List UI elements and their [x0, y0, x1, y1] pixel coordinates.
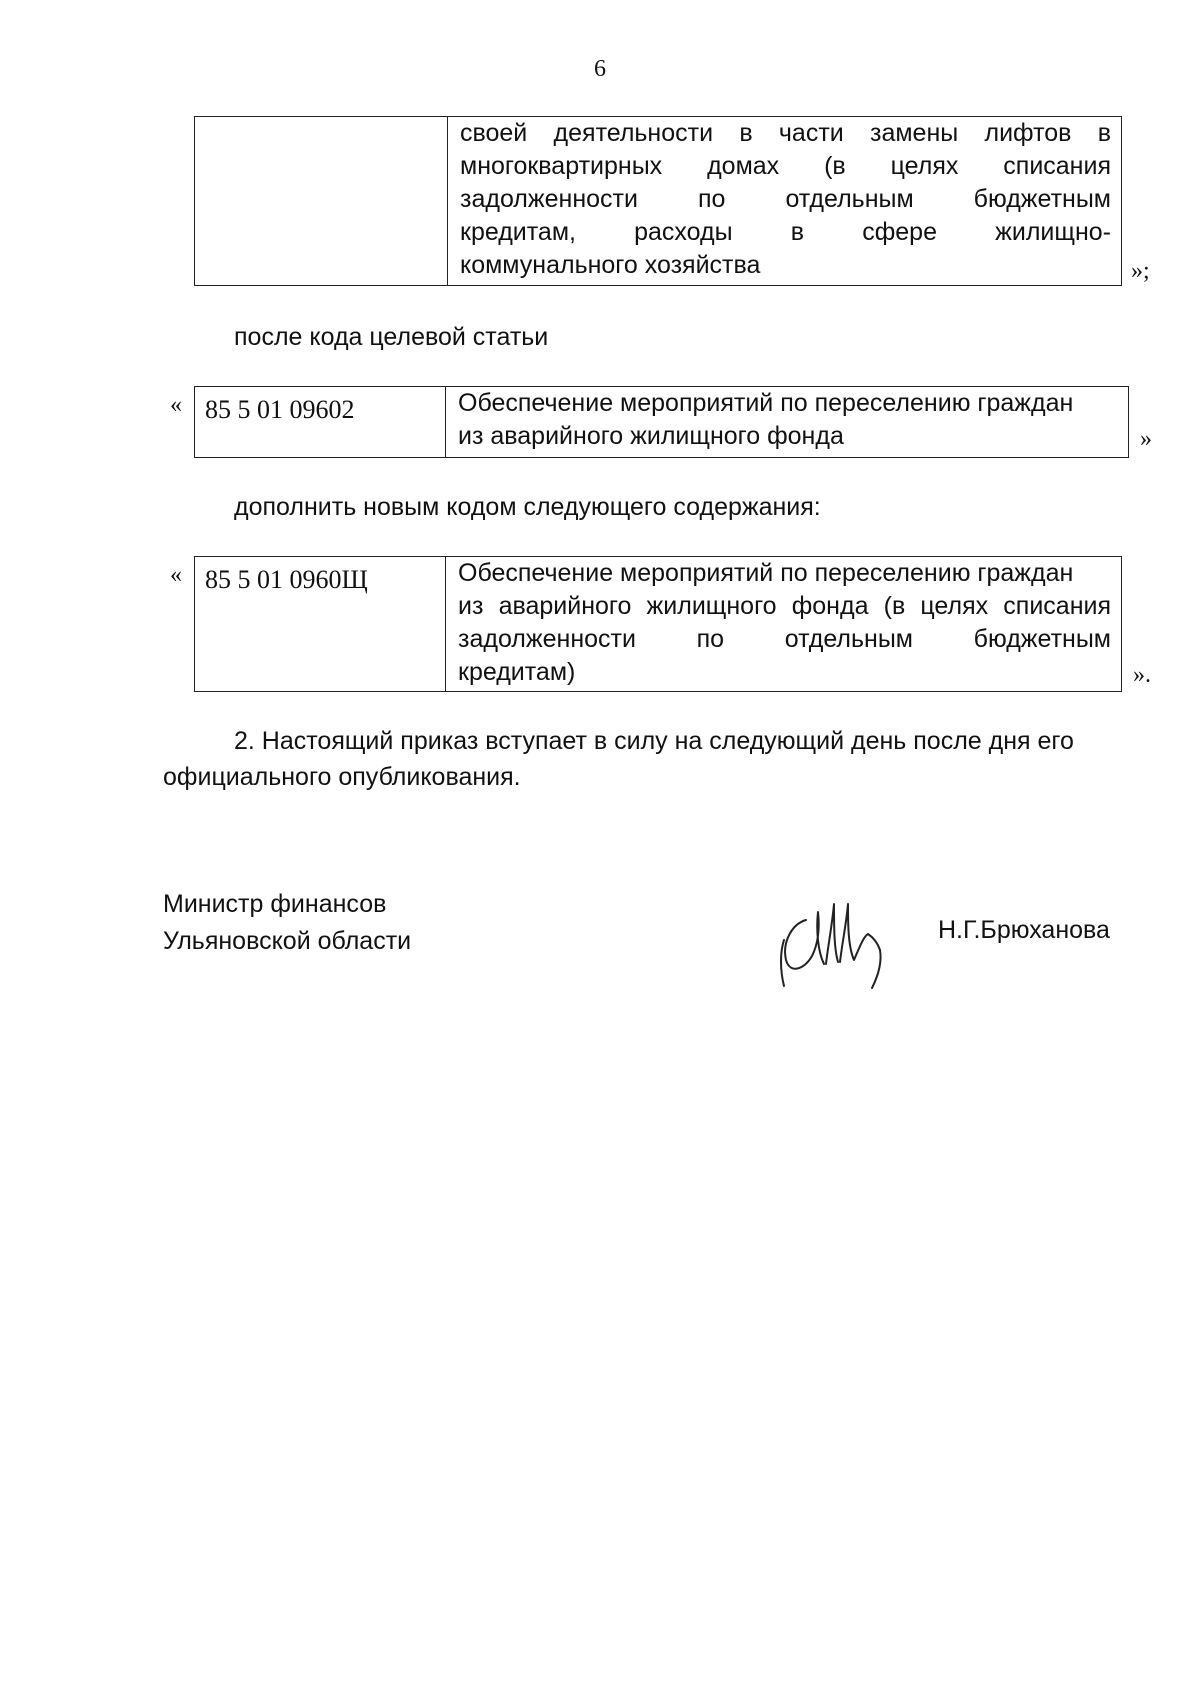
opening-quote: « [170, 392, 182, 418]
table-row [195, 117, 1122, 286]
description-line: задолженности по отдельным бюджетным [460, 185, 1111, 213]
handwritten-signature [768, 890, 908, 1000]
item-2-line-2: официального опубликования. [163, 763, 521, 791]
item-2-line-1: 2. Настоящий приказ вступает в силу на следующий день после дня его [234, 727, 1074, 755]
paragraph-after-code: после кода целевой статьи [234, 323, 549, 351]
description-cell [446, 387, 1129, 458]
description-line: коммунального хозяйства [460, 251, 761, 279]
description-line: задолженности по отдельным бюджетным [458, 625, 1111, 653]
description-line: кредитам, расходы в сфере жилищно- [460, 218, 1111, 246]
page-number: 6 [594, 56, 606, 82]
description-cell [446, 557, 1122, 692]
budget-table-continuation [194, 116, 1122, 286]
description-line: Обеспечение мероприятий по переселению граждан [458, 389, 1074, 417]
closing-quote: »; [1131, 258, 1150, 284]
code-cell: 85 5 01 09602 [195, 387, 446, 458]
code-cell: 85 5 01 0960Щ [195, 557, 446, 692]
closing-quote: » [1140, 426, 1152, 452]
closing-quote: ». [1133, 662, 1151, 688]
description-line: Обеспечение мероприятий по переселению граждан [458, 559, 1074, 587]
description-cell [448, 117, 1122, 286]
position-line: Министр финансов [163, 890, 387, 918]
signatory-name: Н.Г.Брюханова [938, 916, 1110, 944]
description-line: из аварийного жилищного фонда [458, 422, 844, 450]
position-line: Ульяновской области [163, 927, 412, 955]
budget-table-new-code [194, 556, 1122, 692]
signatory-position [163, 886, 411, 960]
table-row [195, 387, 1129, 458]
opening-quote: « [170, 562, 182, 588]
paragraph-add-code: дополнить новым кодом следующего содержания: [234, 493, 821, 521]
description-line: многоквартирных домах (в целях списания [460, 152, 1111, 180]
code-cell-empty [195, 117, 448, 286]
table-row [195, 557, 1122, 692]
description-line: кредитам) [458, 658, 576, 686]
description-line: из аварийного жилищного фонда (в целях списания [458, 592, 1111, 620]
description-line: своей деятельности в части замены лифтов в [460, 119, 1111, 147]
budget-table-existing-code [194, 386, 1129, 458]
